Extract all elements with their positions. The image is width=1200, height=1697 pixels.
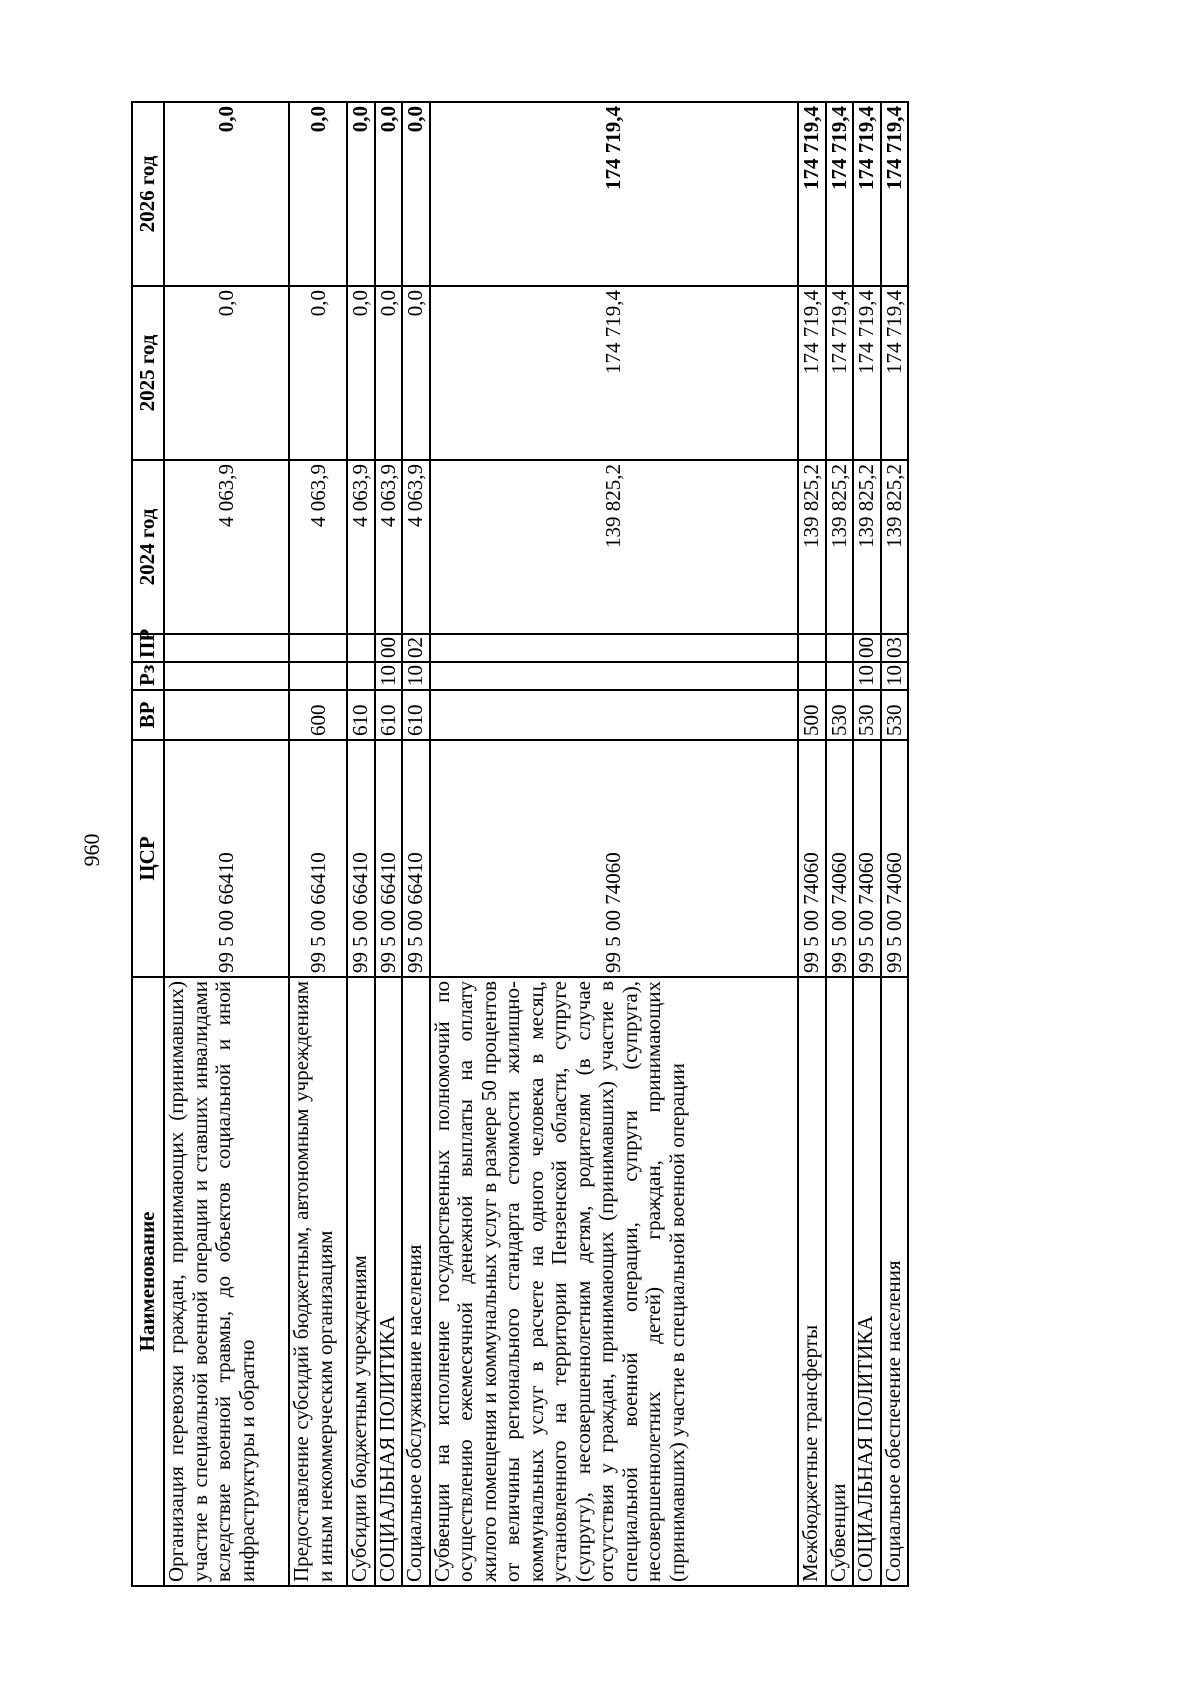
row-name: Субвенции [826,977,853,1586]
row-csr: 99 5 00 74060 [826,740,853,977]
row-pr [289,634,347,662]
row-vr [164,690,289,740]
row-vr: 530 [853,690,880,740]
row-vr: 530 [826,690,853,740]
row-rz: 10 [853,662,880,690]
header-vr: ВР [132,690,164,740]
row-name: Предоставление субсидий бюджетным, автономным учреждениям и иным некоммерческим организациям [289,977,347,1586]
rotated-table-frame [131,103,909,1587]
row-2026: 0,0 [164,102,289,286]
row-rz [798,662,825,690]
row-2026: 174 719,4 [798,102,825,286]
row-vr: 600 [289,690,347,740]
row-vr: 530 [881,690,908,740]
row-2025: 0,0 [375,286,402,460]
row-2024: 4 063,9 [289,460,347,634]
budget-table-container [131,103,909,1587]
header-pr: ПР [132,634,164,662]
row-rz [289,662,347,690]
row-rz: 10 [881,662,908,690]
row-pr: 02 [402,634,429,662]
row-name: Субвенции на исполнение государственных полномочий по осуществлению ежемесячной денежной выплаты на оплату жилого помещения и коммунальных услуг в размере 50 процентов от величины регионального стандарта стоимости жилищно-коммунальных услуг в расчете на одного человека в месяц, установленного на территории Пензенской области, супруге (супругу), несовершеннолетним детям, родителям (в случае отсутствия у граждан, принимающих (принимавших) участие в специальной военной операции, супруги (супруга), несовершеннолетних детей) граждан, принимающих (принимавших) участие в специальной военной операции [430,977,799,1586]
row-2024: 4 063,9 [375,460,402,634]
row-rz [430,662,799,690]
row-pr [430,634,799,662]
table-row [402,102,429,1586]
row-vr [430,690,799,740]
row-name: СОЦИАЛЬНАЯ ПОЛИТИКА [853,977,880,1586]
row-pr: 00 [853,634,880,662]
row-pr [826,634,853,662]
row-2025: 0,0 [347,286,374,460]
header-rz: Рз [132,662,164,690]
row-2024: 4 063,9 [347,460,374,634]
row-2026: 174 719,4 [881,102,908,286]
header-name: Наименование [132,977,164,1586]
row-name: Организация перевозки граждан, принимающих (принимавших) участие в специальной военной операции и ставших инвалидами вследствие военной травмы, до объектов социальной и иной инфраструктуры и обратно [164,977,289,1586]
row-2026: 0,0 [289,102,347,286]
row-2026: 174 719,4 [853,102,880,286]
budget-table [131,101,909,1587]
row-csr: 99 5 00 66410 [375,740,402,977]
table-row [826,102,853,1586]
row-2025: 174 719,4 [853,286,880,460]
header-csr: ЦСР [132,740,164,977]
row-name: Социальное обслуживание населения [402,977,429,1586]
row-2024: 139 825,2 [798,460,825,634]
table-header-row [132,102,164,1586]
row-name: Социальное обеспечение населения [881,977,908,1586]
table-row [430,102,799,1586]
table-row [164,102,289,1586]
table-row [881,102,908,1586]
row-csr: 99 5 00 66410 [347,740,374,977]
row-2025: 0,0 [402,286,429,460]
table-row [289,102,347,1586]
table-row [853,102,880,1586]
row-rz [164,662,289,690]
table-row [798,102,825,1586]
row-vr: 500 [798,690,825,740]
row-2025: 0,0 [289,286,347,460]
row-vr: 610 [347,690,374,740]
row-2025: 174 719,4 [881,286,908,460]
row-pr [164,634,289,662]
table-row [347,102,374,1586]
row-csr: 99 5 00 74060 [881,740,908,977]
page-number: 960 [79,833,104,867]
row-vr: 610 [402,690,429,740]
row-pr [798,634,825,662]
row-rz [347,662,374,690]
row-csr: 99 5 00 66410 [289,740,347,977]
row-2026: 174 719,4 [826,102,853,286]
row-2026: 0,0 [375,102,402,286]
row-2024: 139 825,2 [826,460,853,634]
row-csr: 99 5 00 74060 [430,740,799,977]
row-2026: 174 719,4 [430,102,799,286]
row-name: Субсидии бюджетным учреждениям [347,977,374,1586]
header-2024: 2024 год [132,460,164,634]
row-2026: 0,0 [402,102,429,286]
row-name: Межбюджетные трансферты [798,977,825,1586]
row-pr [347,634,374,662]
row-csr: 99 5 00 66410 [164,740,289,977]
row-2025: 174 719,4 [826,286,853,460]
row-2025: 174 719,4 [430,286,799,460]
row-rz [826,662,853,690]
row-name: СОЦИАЛЬНАЯ ПОЛИТИКА [375,977,402,1586]
row-csr: 99 5 00 66410 [402,740,429,977]
row-rz: 10 [402,662,429,690]
row-2024: 139 825,2 [881,460,908,634]
row-2024: 4 063,9 [164,460,289,634]
row-2025: 174 719,4 [798,286,825,460]
row-rz: 10 [375,662,402,690]
row-csr: 99 5 00 74060 [798,740,825,977]
row-vr: 610 [375,690,402,740]
header-2026: 2026 год [132,102,164,286]
row-2026: 0,0 [347,102,374,286]
row-csr: 99 5 00 74060 [853,740,880,977]
row-pr: 03 [881,634,908,662]
row-2024: 4 063,9 [402,460,429,634]
header-2025: 2025 год [132,286,164,460]
table-row [375,102,402,1586]
row-pr: 00 [375,634,402,662]
row-2024: 139 825,2 [853,460,880,634]
row-2024: 139 825,2 [430,460,799,634]
row-2025: 0,0 [164,286,289,460]
